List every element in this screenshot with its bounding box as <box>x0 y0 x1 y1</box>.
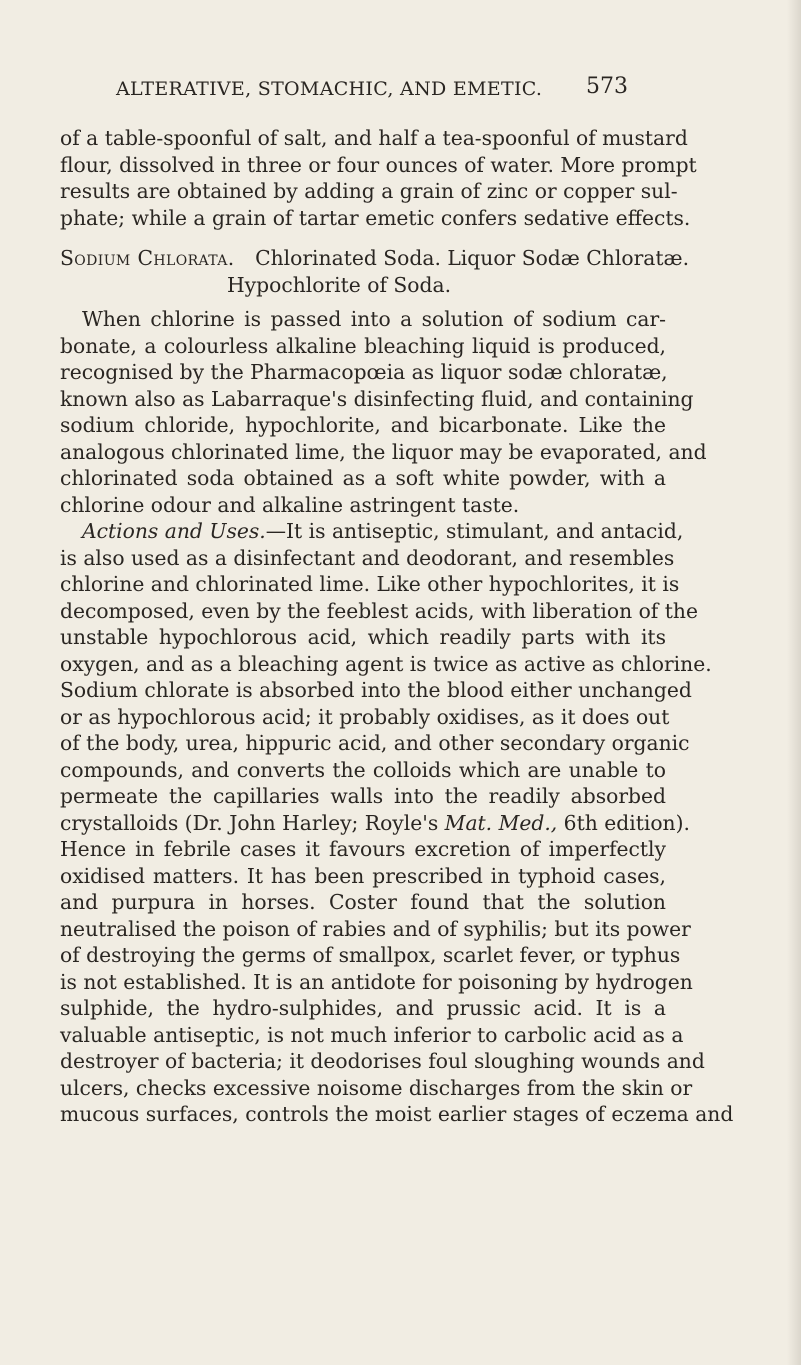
text-line: is also used as a disinfectant and deodorant, and resembles <box>60 545 675 570</box>
text-line: and purpura in horses. Coster found that the solution <box>60 890 666 914</box>
text-line: Hence in febrile cases it favours excretion of imperfectly <box>60 837 666 861</box>
page-header <box>0 74 801 108</box>
text-line: decomposed, even by the feeblest acids, with liberation of the <box>60 598 698 623</box>
text-run: crystalloids (Dr. John Harley; Royle's <box>60 810 445 835</box>
text-line: phate; while a grain of tartar emetic confers sedative effects. <box>60 205 691 230</box>
paragraph-actions-uses <box>60 518 734 1128</box>
text-line <box>60 810 690 837</box>
text-line: oxidised matters. It has been prescribed in typhoid cases, <box>60 863 666 888</box>
drug-title: Sodium Chlorata. <box>60 246 235 270</box>
text-line: sulphide, the hydro-sulphides, and prussic acid. It is a <box>60 996 666 1020</box>
drug-synonyms: Chlorinated Soda. Liquor Sodæ Chloratæ. <box>255 246 690 270</box>
text-line: is not established. It is an antidote for poisoning by hydrogen <box>60 969 693 994</box>
text-line: of destroying the germs of smallpox, scarlet fever, or typhus <box>60 943 681 967</box>
text-line: When chlorine is passed into a solution of sodium car- <box>82 307 666 331</box>
text-line <box>60 518 684 545</box>
text-line: permeate the capillaries walls into the readily absorbed <box>60 784 666 808</box>
subheading-actions-uses: Actions and Uses. <box>82 519 266 543</box>
text-line: or as hypochlorous acid; it probably oxidises, as it does out <box>60 704 670 729</box>
text-line: Sodium chlorate is absorbed into the blood either unchanged <box>60 678 692 702</box>
section-heading <box>60 245 690 298</box>
text-line: destroyer of bacteria; it deodorises foul sloughing wounds and <box>60 1049 705 1073</box>
citation-title: Mat. Med., <box>444 810 558 835</box>
text-line: ulcers, checks excessive noisome discharges from the skin or <box>60 1075 693 1100</box>
text-line: known also as Labarraque's disinfecting fluid, and containing <box>60 386 694 411</box>
text-line: chlorinated soda obtained as a soft white powder, with a <box>60 466 666 490</box>
text-run: —It is antiseptic, stimulant, and antacid, <box>265 519 684 543</box>
text-line: results are obtained by adding a grain of zinc or copper sul- <box>60 179 678 203</box>
page-body <box>60 125 734 1128</box>
page-number: 573 <box>586 74 628 99</box>
page-edge-shadow <box>787 0 801 1365</box>
text-run: 6th edition). <box>557 810 690 835</box>
text-line: mucous surfaces, controls the moist earlier stages of eczema and <box>60 1102 734 1126</box>
text-line: analogous chlorinated lime, the liquor may be evaporated, and <box>60 439 707 464</box>
running-head: ALTERATIVE, STOMACHIC, AND EMETIC. <box>116 78 543 100</box>
text-line: chlorine and chlorinated lime. Like other hypochlorites, it is <box>60 572 680 596</box>
text-line: sodium chloride, hypochlorite, and bicarbonate. Like the <box>60 413 666 437</box>
paragraph-continuation <box>60 125 697 231</box>
text-line: valuable antiseptic, is not much inferior to carbolic acid as a <box>60 1022 684 1047</box>
text-line: recognised by the Pharmacopœia as liquor sodæ chloratæ, <box>60 360 668 384</box>
text-line: of a table-spoonful of salt, and half a tea-spoonful of mustard <box>60 126 688 150</box>
text-line: neutralised the poison of rabies and of syphilis; but its power <box>60 916 691 941</box>
drug-synonyms-cont: Hypochlorite of Soda. <box>227 272 452 297</box>
text-line: unstable hypochlorous acid, which readily parts with its <box>60 625 666 649</box>
text-line: flour, dissolved in three or four ounces of water. More prompt <box>60 152 697 177</box>
text-line: oxygen, and as a bleaching agent is twice as active as chlorine. <box>60 651 712 676</box>
text-line: bonate, a colourless alkaline bleaching liquid is produced, <box>60 333 666 358</box>
text-line: compounds, and converts the colloids which are unable to <box>60 757 666 782</box>
text-line: of the body, urea, hippuric acid, and other secondary organic <box>60 731 690 755</box>
text-line: chlorine odour and alkaline astringent taste. <box>60 492 520 517</box>
paragraph-description <box>60 306 707 518</box>
